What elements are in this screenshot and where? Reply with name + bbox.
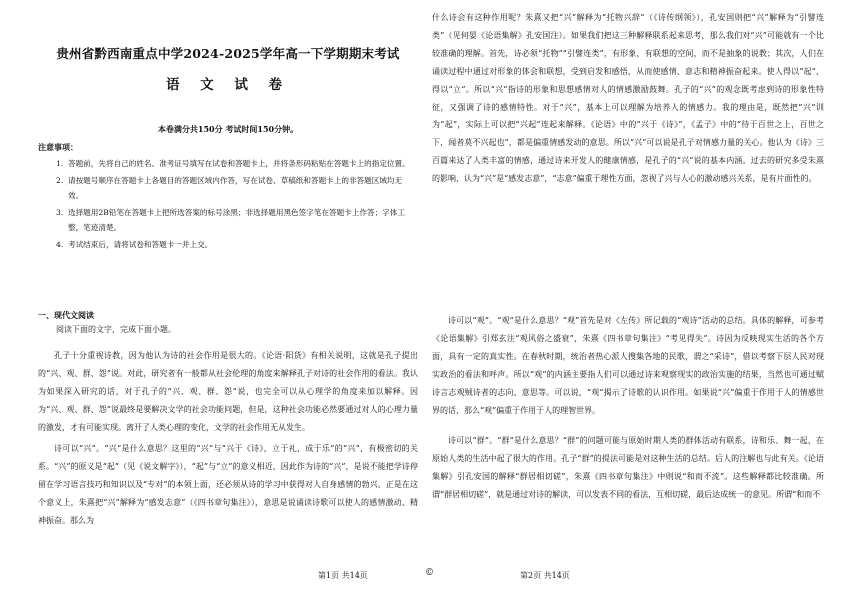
notice-text: 选择题用2B铅笔在答题卡上把所选答案的标号涂黑；非选择题用黑色签字笔在答题卡上作答；字体工整，笔迹清楚。 [68, 208, 405, 232]
notice-item [56, 237, 416, 252]
notice-item [56, 156, 416, 171]
notice-text: 请按题号顺序在答题卡上各题目的答题区域内作答，写在试卷、草稿纸和答题卡上的非答题区域均无效。 [68, 176, 403, 200]
notice-number: 2. [56, 176, 64, 185]
notice-item [56, 205, 416, 235]
notice-text: 考试结束后，请将试卷和答题卡一并上交。 [68, 240, 213, 249]
copyright-mark: © [425, 568, 434, 578]
exam-title: 贵州省黔西南重点中学2024-2025学年高一下学期期末考试 [56, 46, 400, 61]
notice-item [56, 173, 416, 203]
page-number-left: 第1页 共14页 [318, 571, 368, 580]
section-heading: 一、现代文阅读 [38, 310, 94, 320]
article-paragraph: 诗可以“群”。“群”是什么意思？“群”的问题可能与原始时期人类的群体活动有联系，诗和乐、舞一起，在原始人类的生活中起了很大的作用。孔子“群”的提法可能是对这种生活的总结。后人的注解也与此有关。《论语集解》引孔安国的解释“群居相切磋”，朱熹《四书章句集注》中则说“和而不流”。这些解释都比较准确。所谓“群居相切磋”，就是通过对诗的解读，可以发表不同的看法，互相切磋，最后达成统一的意见。所谓“和而不 [432, 436, 824, 499]
section-lead: 阅读下面的文字，完成下面小题。 [56, 325, 176, 334]
notice-number: 3. [56, 208, 64, 217]
page-number-right: 第2页 共14页 [520, 571, 570, 580]
article-paragraph: 孔子十分重视诗教，因为他认为诗的社会作用是很大的。《论语·阳货》有相关说明，这就是孔子提出的“兴、观、群、怨”说。对此，研究者有一般都从社会伦理的角度来解释孔子对诗的社会作用的看法。我认为如果深入研究的话，对于孔子的“兴、观、群、怨”说，也完全可以从心理学的角度来加以解释。因为“兴、观、群、怨”说最终是要解决文学的社会功能问题，但是，这种社会功能必然要通过对人的心理力量的激发，才有可能实现。离开了人类心理的变化，文学的社会作用无从发生。 [38, 351, 418, 432]
notice-number: 4. [56, 240, 64, 249]
article-paragraph: 诗可以“兴”。“兴”是什么意思？这里的“兴”与“兴于《诗》，立于礼，成于乐”的“兴”，有极密切的关系。“兴”的原义是“起”（见《说文解字》），“起”与“立”的意义相近，因此作为诗的“兴”，是说不能把学诗停留在学习语言技巧和知识以及“专对”的本领上面，还必须从诗的学习中获得对人自身感情的勃兴。正是在这个意义上，朱熹把“兴”解释为“感发志意”（《四书章句集注》），意思是说诵读诗歌可以使人的感情激动、精神振奋。那么为 [38, 444, 418, 525]
exam-subtitle: 语 文 试 卷 [165, 77, 291, 93]
article-paragraph: 什么诗会有这种作用呢？朱熹又把“兴”解释为“托物兴辞”（《诗传纲领》），孔安国则把“兴”解释为“引譬连类”（见何晏《论语集解》孔安国注）。如果我们把这三种解释联系起来思考，那么我们对“兴”可能就有一个比较准确的理解。首先，诗必须“托物”“引譬连类”，有形象，有联想的空间，而不是抽象的说教；其次，人们在诵读过程中通过对形象的体会和联想，受到启发和感悟，从而使感情、意志和精神振奋起来。使人得以“起”，得以“立”。所以“兴”指诗的形象和思想感情对人的情感激励鼓舞。孔子的“兴”的观念既考虑到诗的形象性特征，又强调了诗的感情特性。对于“兴”，基本上可以理解为培养人的情感力。我的理由是，既然把“兴”训为“起”，实际上可以把“兴起”连起来解释。《论语》中的“兴于《诗》”，《孟子》中的“待于百世之上，百世之下，闻者莫不兴起也”，都是偏重情感发动的意思。所以“兴”可以说是孔子对情感力量的关心。他认为《诗》三百篇来达了人类丰富的情感，通过诗来开发人的健康情感，是孔子的“兴”说的基本内涵。过去的研究多受朱熹的影响，认为“兴”是“感发志意”，“志意”偏重于理性方面，忽视了兴与人心的激动感兴关系，是有片面性的。 [432, 13, 824, 184]
exam-meta: 本卷满分共150分 考试时间150分钟。 [157, 124, 299, 134]
notice-number: 1. [56, 159, 64, 168]
notice-text: 答题前，先将自己的姓名、准考证号填写在试卷和答题卡上，并将条形码粘贴在答题卡上的指定位置。 [68, 159, 410, 168]
article-paragraph: 诗可以“观”。“观”是什么意思？“观”首先是对《左传》所记载的“观诗”活动的总结。具体的解释，可参考《论语集解》引郑玄注“观风俗之盛衰”，朱熹《四书章句集注》“考见得失”。诗因为反映现实生活的各个方面，具有一定的真实性。在春秋时期，统治者热心派人搜集各地的民歌，谓之“采诗”，借以考察下层人民对现实政治的看法和呼声。所以“观”的内涵主要指人们可以通过诗来观察现实的政治实施的结果，当然也可通过赋诗言志观贼诗者的志向、意思等。可以说，“观”揭示了诗歌的认识作用。如果说“兴”偏重于作用于人的情感世界的话，那么“观”偏重于作用于人的理智世界。 [432, 316, 824, 415]
right-column [432, 0, 824, 590]
notice-label: 注意事项： [38, 142, 78, 152]
notice-list [56, 156, 416, 254]
left-column [38, 0, 418, 590]
